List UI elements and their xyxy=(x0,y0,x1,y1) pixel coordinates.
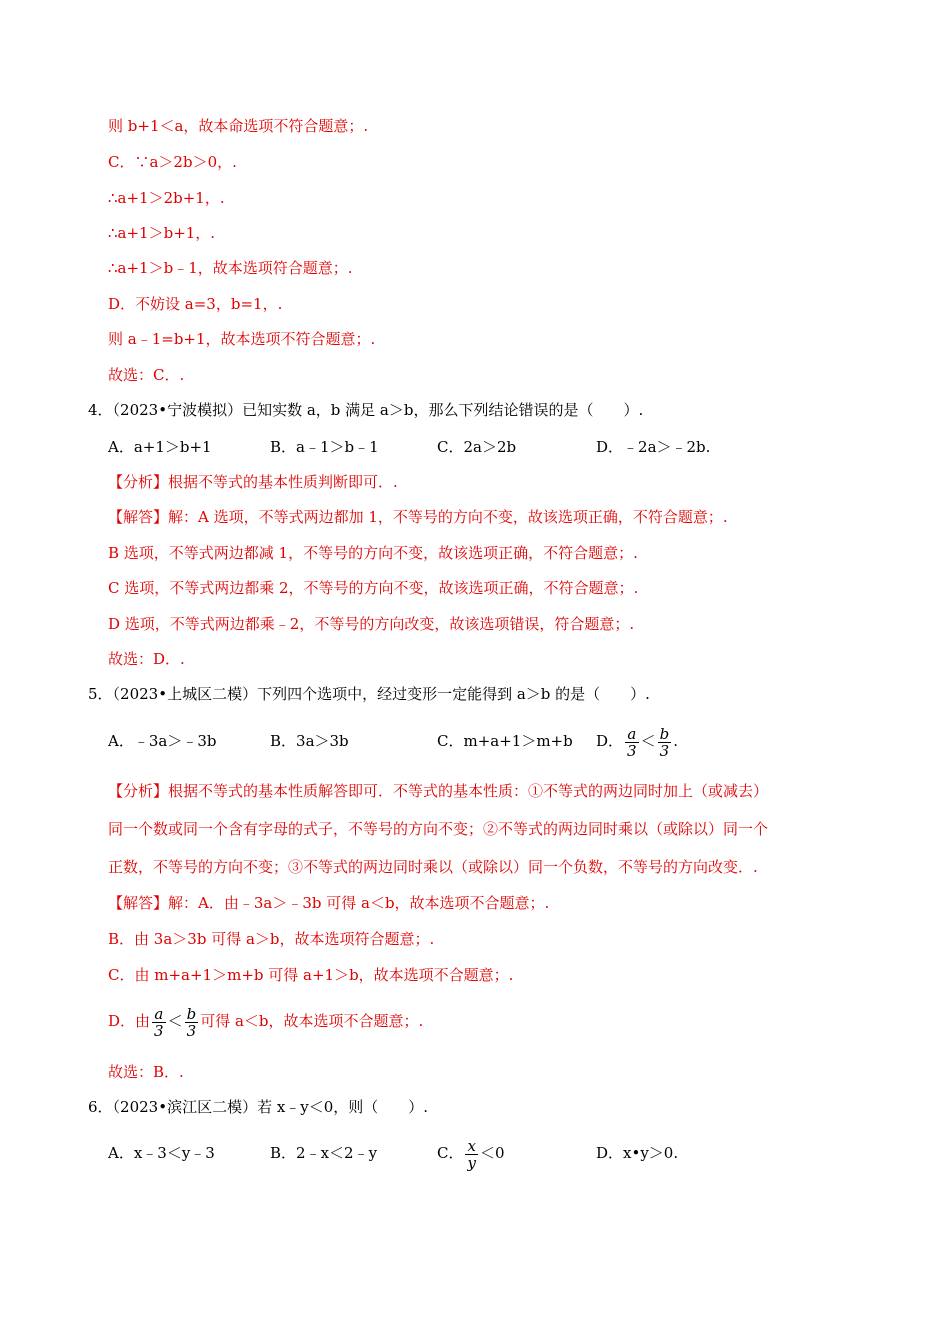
q5-option-d-label: D． xyxy=(596,732,624,750)
frac-numerator: a xyxy=(152,1006,166,1023)
q5-option-d-frac-b xyxy=(658,726,672,759)
q5-option-d xyxy=(596,720,678,762)
q5-answer-2: B．由 3a＞3b 可得 a＞b，故本选项符合题意；. xyxy=(108,930,435,948)
q6-option-a: A．x﹣3＜y﹣3 xyxy=(108,1144,215,1162)
q5-answer-1: 【解答】解：A．由﹣3a＞﹣3b 可得 a＜b，故本选项不合题意；. xyxy=(108,894,550,912)
q6-option-c-label: C． xyxy=(437,1144,464,1162)
q4-option-d: D．﹣2a＞﹣2b. xyxy=(596,438,711,456)
frac-numerator: a xyxy=(625,726,639,743)
frac-denominator: y xyxy=(467,1153,476,1172)
q3-line-2: C．∵a＞2b＞0，. xyxy=(108,153,237,171)
frac-denominator: 3 xyxy=(659,741,670,760)
q3-choice: 故选：C．. xyxy=(108,366,185,384)
q3-line-1: 则 b+1＜a，故本命选项不符合题意；. xyxy=(108,117,369,135)
q5-choice: 故选：B．. xyxy=(108,1063,184,1081)
q4-analysis: 【分析】根据不等式的基本性质判断即可．. xyxy=(108,473,398,491)
q3-line-7: 则 a﹣1=b+1，故本选项不符合题意；. xyxy=(108,330,376,348)
q5-answer-4-frac-a xyxy=(152,1006,166,1039)
q5-analysis-1: 【分析】根据不等式的基本性质解答即可．不等式的基本性质：①不等式的两边同时加上（或减去） xyxy=(108,782,769,800)
q6-option-d: D．x•y＞0. xyxy=(596,1144,679,1162)
frac-tail: ＜0 xyxy=(479,1144,505,1162)
q4-option-b: B．a﹣1＞b﹣1 xyxy=(270,438,379,456)
q5-option-a: A．﹣3a＞﹣3b xyxy=(108,732,217,750)
q5-answer-4-suffix: 可得 a＜b，故本选项不合题意；. xyxy=(200,1012,424,1030)
q4-answer-3: C 选项，不等式两边都乘 2，不等号的方向不变，故该选项正确，不符合题意；. xyxy=(108,579,639,597)
q3-line-3: ∴a+1＞2b+1，. xyxy=(108,189,225,207)
frac-denominator: 3 xyxy=(627,741,637,760)
q5-option-c: C．m+a+1＞m+b xyxy=(437,732,573,750)
q4-answer-2: B 选项，不等式两边都减 1，不等号的方向不变，故该选项正确，不符合题意；. xyxy=(108,544,638,562)
q4-choice: 故选：D．. xyxy=(108,650,185,668)
frac-operator: ＜ xyxy=(167,1012,183,1030)
q6-option-c-frac xyxy=(465,1138,477,1171)
q4-option-a: A．a+1＞b+1 xyxy=(108,438,212,456)
frac-numerator: x xyxy=(465,1138,477,1155)
q5-analysis-2: 同一个数或同一个含有字母的式子，不等号的方向不变；②不等式的两边同时乘以（或除以）同一个 xyxy=(108,820,769,838)
q6-option-c xyxy=(437,1132,505,1174)
q4-option-c: C．2a＞2b xyxy=(437,438,517,456)
frac-numerator: b xyxy=(186,1004,197,1023)
q5-option-b: B．3a＞3b xyxy=(270,732,349,750)
q6-option-b: B．2﹣x＜2﹣y xyxy=(270,1144,378,1162)
q6-stem: 6．（2023•滨江区二模）若 x﹣y＜0，则（ ）. xyxy=(88,1098,429,1116)
frac-denominator: 3 xyxy=(186,1021,197,1040)
q4-answer-1: 【解答】解：A 选项，不等式两边都加 1，不等号的方向不变，故该选项正确，不符合题意；. xyxy=(108,508,728,526)
q5-option-d-frac-a xyxy=(625,726,639,759)
frac-operator: ＜ xyxy=(640,732,656,750)
frac-denominator: 3 xyxy=(154,1021,164,1040)
q5-answer-4-frac-b xyxy=(185,1006,199,1039)
q5-stem: 5．（2023•上城区二模）下列四个选项中，经过变形一定能得到 a＞b 的是（ ）. xyxy=(88,685,650,703)
q5-answer-4 xyxy=(108,1000,423,1042)
frac-tail: . xyxy=(673,732,678,750)
q4-stem: 4．（2023•宁波模拟）已知实数 a，b 满足 a＞b，那么下列结论错误的是（ ）. xyxy=(88,401,644,419)
q4-answer-4: D 选项，不等式两边都乘﹣2，不等号的方向改变，故该选项错误，符合题意；. xyxy=(108,615,635,633)
q3-line-5: ∴a+1＞b﹣1，故本选项符合题意；. xyxy=(108,259,353,277)
q5-analysis-3: 正数，不等号的方向不变；③不等式的两边同时乘以（或除以）同一个负数，不等号的方向改变．. xyxy=(108,858,758,876)
q5-answer-3: C．由 m+a+1＞m+b 可得 a+1＞b，故本选项不合题意；. xyxy=(108,966,514,984)
frac-numerator: b xyxy=(659,724,670,743)
q3-line-6: D．不妨设 a=3，b=1，. xyxy=(108,295,283,313)
q3-line-4: ∴a+1＞b+1，. xyxy=(108,224,216,242)
q5-answer-4-prefix: D．由 xyxy=(108,1012,151,1030)
